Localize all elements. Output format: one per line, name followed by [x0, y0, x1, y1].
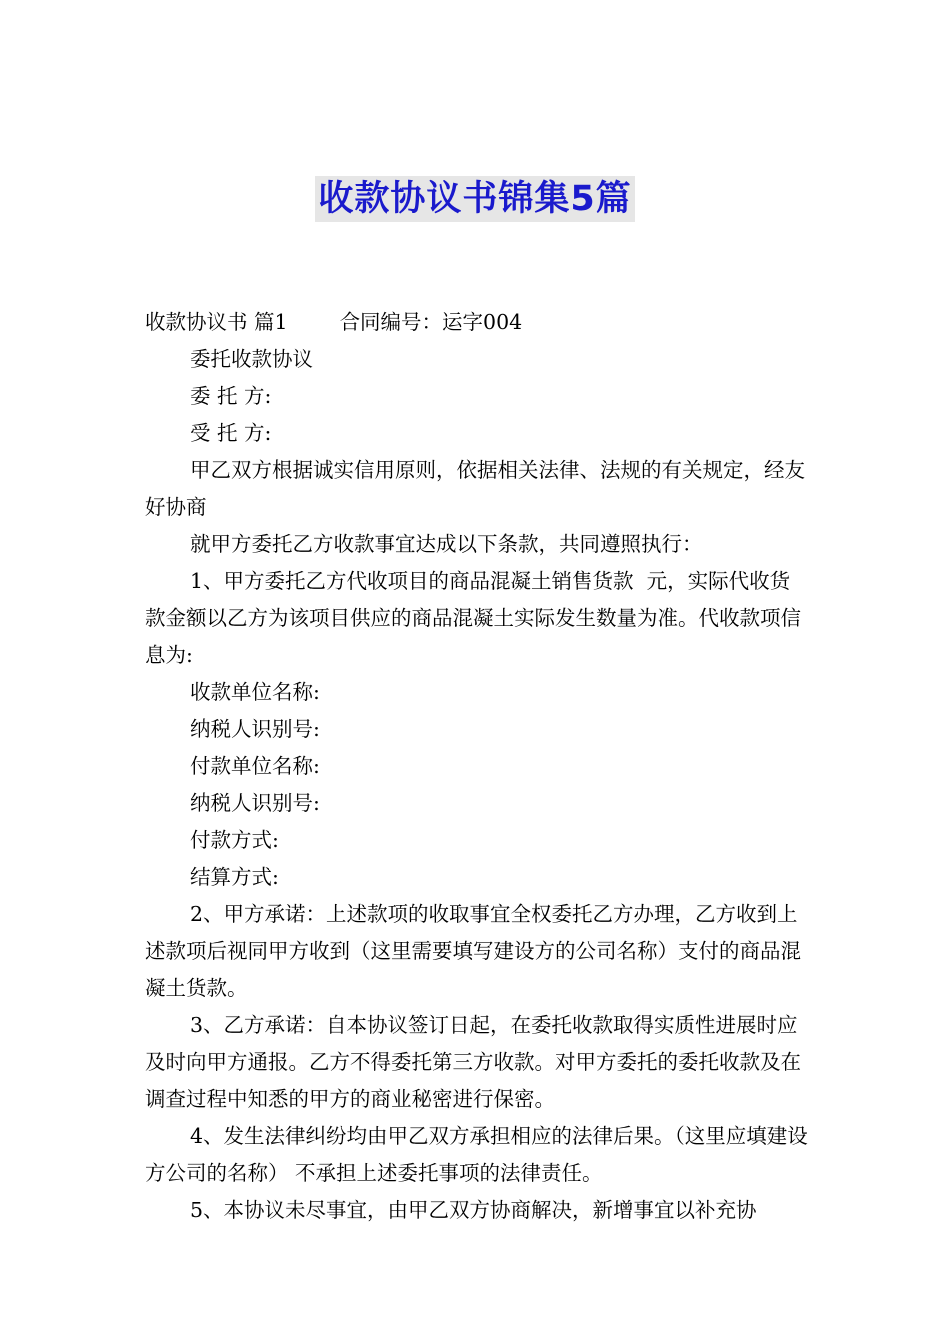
- paragraph: 纳税人识别号:: [190, 791, 320, 815]
- paragraph: 委托收款协议: [190, 347, 313, 371]
- paragraph: 5、本协议未尽事宜，由甲乙双方协商解决，新增事宜以补充协: [190, 1198, 757, 1222]
- paragraph: 3、乙方承诺：自本协议签订日起，在委托收款取得实质性进展时应及时向甲方通报。乙方不得委托第三方收款。对甲方委托的委托收款及在调查过程中知悉的甲方的商业秘密进行保密。: [145, 1013, 801, 1111]
- section-heading-left: 收款协议书 篇1: [145, 310, 288, 334]
- paragraph: 受 托 方:: [190, 421, 272, 445]
- paragraph: 1、甲方委托乙方代收项目的商品混凝土销售货款 元，实际代收货款金额以乙方为该项目供应的商品混凝土实际发生数量为准。代收款项信息为:: [145, 569, 801, 667]
- section-heading: [145, 304, 810, 341]
- paragraph: 付款方式:: [190, 828, 279, 852]
- document-body: [145, 304, 810, 1229]
- title-container: [0, 176, 950, 222]
- paragraph: 2、甲方承诺：上述款项的收取事宜全权委托乙方办理，乙方收到上述款项后视同甲方收到（这里需要填写建设方的公司名称）支付的商品混凝土货款。: [145, 902, 801, 1000]
- paragraph: 4、发生法律纠纷均由甲乙双方承担相应的法律后果。（这里应填建设方公司的名称） 不承担上述委托事项的法律责任。: [145, 1124, 808, 1185]
- paragraph: 纳税人识别号:: [190, 717, 320, 741]
- paragraph: 收款单位名称:: [190, 680, 320, 704]
- paragraph: 委 托 方:: [190, 384, 272, 408]
- paragraph: 付款单位名称:: [190, 754, 320, 778]
- paragraph: 结算方式:: [190, 865, 279, 889]
- paragraph: 甲乙双方根据诚实信用原则，依据相关法律、法规的有关规定，经友好协商: [145, 458, 805, 519]
- paragraph: 就甲方委托乙方收款事宜达成以下条款，共同遵照执行：: [190, 532, 703, 556]
- document-title: 收款协议书锦集5篇: [315, 176, 634, 222]
- contract-number: 合同编号：运字004: [339, 310, 523, 334]
